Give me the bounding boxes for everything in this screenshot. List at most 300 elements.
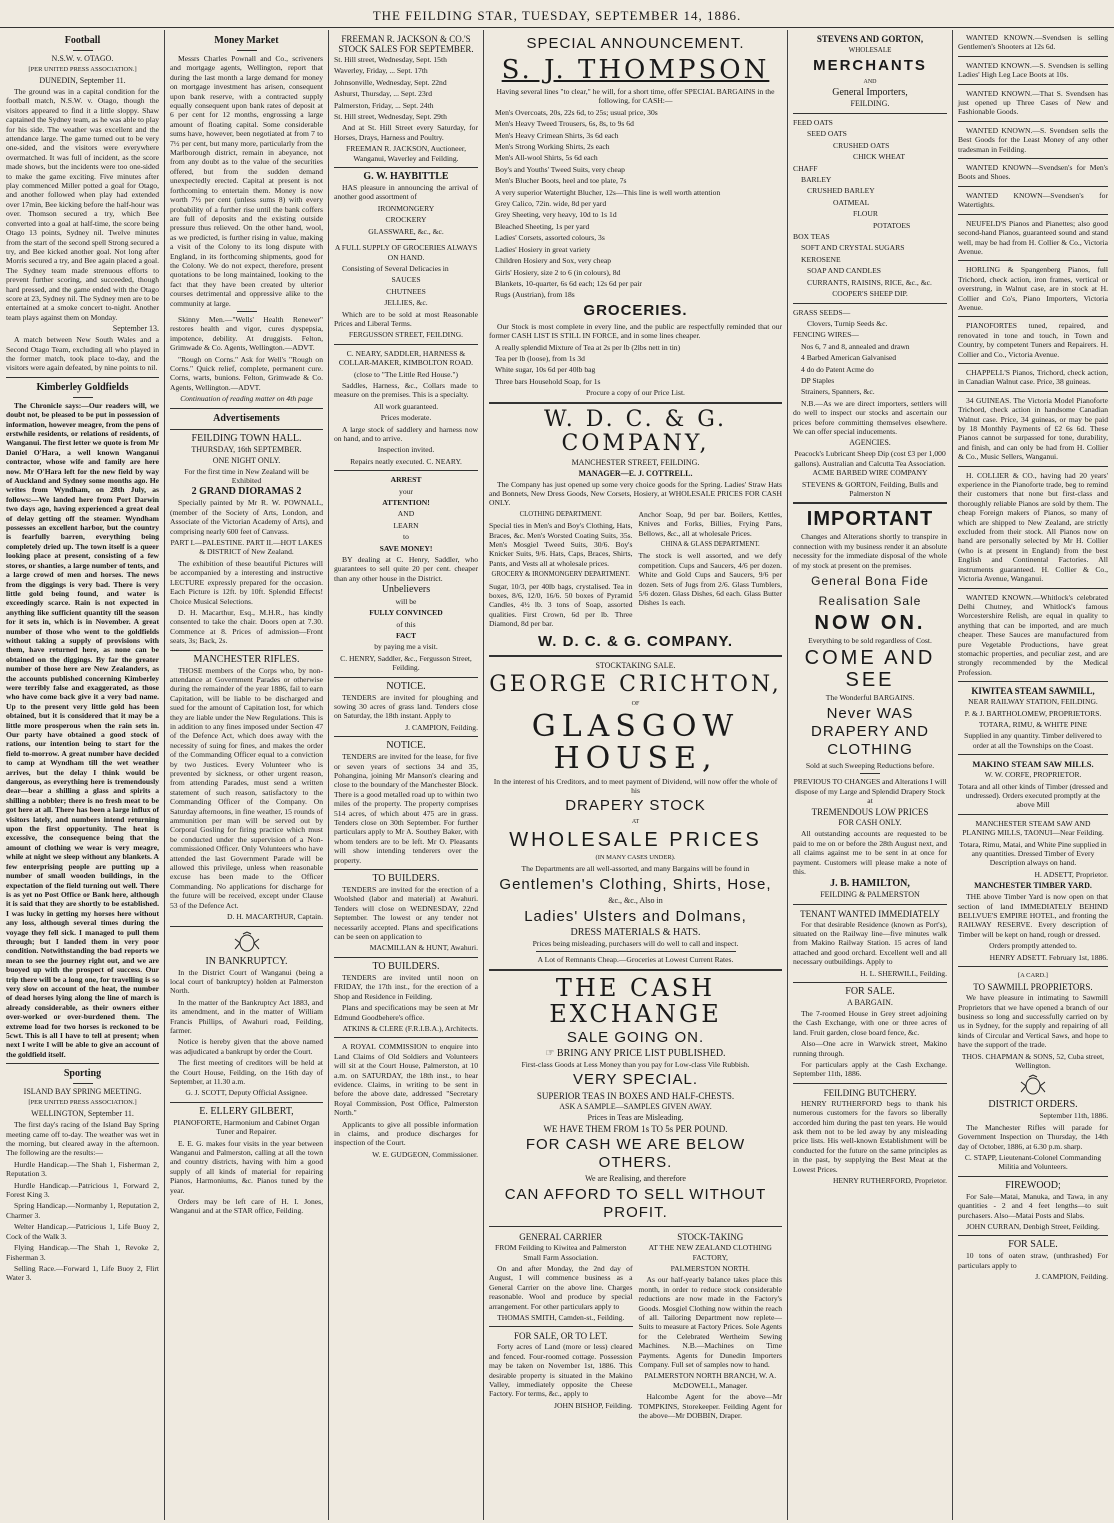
divider [958, 214, 1108, 215]
divider [334, 957, 478, 958]
notice-heading: NOTICE. [386, 740, 426, 752]
bottom-right [639, 1231, 783, 1422]
race-result: Spring Handicap.—Normanby 1, Reputation 2, Charmer 3. [6, 1201, 159, 1220]
department-heading: CHINA & GLASS DEPARTMENT. [660, 541, 760, 548]
divider [73, 1083, 93, 1084]
stocktaking-agents: Halcombe Agent for the above—Mr TOMPKINS, Storekeeper. Feilding Agent for the above—Mr DOBBIN, Draper. [638, 1392, 782, 1420]
timber-body: THE above Timber Yard is now open on that section of land IMMEDIATELY BEHIND BELLVUE'S EMPIRE HOTEL, and fronting the RAILWAY RESERVE. Every description of Timber will be kept on hand, rough or dressed. [958, 892, 1108, 939]
stocktaking-sub: AT THE NEW ZEALAND CLOTHING FACTORY, [648, 1243, 772, 1262]
ladies-sub: DRESS MATERIALS & HATS. [570, 926, 701, 938]
royal-crest-icon [232, 931, 262, 953]
notice-body: TENDERS are invited for ploughing and sowing 30 acres of grass land. Tenders close on Saturday, the 18th instant. Apply to [334, 692, 478, 721]
goods-item: FEED OATS [793, 118, 833, 127]
divider [73, 397, 93, 398]
divider [334, 470, 478, 471]
bankruptcy-signature: G. J. SCOTT, Deputy Official Assignee. [185, 1088, 308, 1098]
goods-item: CHAFF [793, 163, 818, 173]
neary-line: All work guaranteed. [373, 401, 439, 411]
divider [489, 1226, 782, 1227]
wdc-left [489, 510, 633, 631]
fencing-item: 4 do do Patent Acme do [801, 364, 874, 374]
arrest-line: your [399, 486, 413, 496]
wanted-known-ad: WANTED KNOWN—Svendsen's for Men's Boots and Shoes. [958, 163, 1108, 182]
for-sale-body: For particulars apply at the Cash Exchange. September 11th, 1886. [793, 1059, 947, 1079]
list-item: Men's Blucher Boots, heel and toe plate, 7s [495, 176, 627, 186]
divider [237, 50, 257, 51]
unbelievers-line: Unbelievers [381, 584, 431, 596]
divider [6, 1063, 159, 1064]
kiwitea-sub: NEAR RAILWAY STATION, FEILDING. [968, 697, 1098, 707]
divider [334, 344, 478, 345]
divider [170, 408, 323, 409]
ad-skinny-men: Skinny Men.—"Wells' Health Renewer" restores health and vigor, cures dyspepsia, impotence, debility. At druggists. Felton, Grimwade & Co. Agents, Wellington.—ADVT. [170, 314, 323, 353]
sale-date: Ashurst, Thursday, ... Sept. 23rd [334, 89, 433, 99]
list-item: Tea per lb (loose), from 1s 3d [495, 353, 585, 363]
bottom-left [489, 1231, 633, 1422]
column-6 [954, 30, 1112, 1520]
masthead: THE FEILDING STAR, TUESDAY, SEPTEMBER 14, 1886. [0, 0, 1114, 28]
notice-signature: J. CAMPION, Feilding. [405, 722, 478, 732]
card-line: [A CARD.] [1018, 972, 1048, 980]
kiwitea-proprietors: P. & J. BARTHOLOMEW, PROPRIETORS. [964, 708, 1102, 718]
divider [170, 429, 323, 430]
for-sale-signature: J. CAMPION, Feilding. [1035, 1272, 1108, 1282]
groceries-list [489, 343, 782, 387]
pianofortes-ad: PIANOFORTES tuned, repaired, and renovated in tone and touch, in Town and Country, by competent Tuners and Repairers. H. Collier and Co., Victoria Avenue. [958, 321, 1108, 359]
divider [793, 303, 947, 304]
district-orders-heading: DISTRICT ORDERS. [988, 1099, 1078, 1111]
divider [958, 1235, 1108, 1236]
for-sale-body: Forty acres of Land (more or less) cleared and fenced. Four-roomed cottage. Possession may be taken on November 1st, 1886. This desirable property is situated in the Makino Valley, immediately opposite the Cheese Factory. For terms, &c., apply to [489, 1342, 633, 1399]
freeman-heading: FREEMAN R. JACKSON & CO.'S STOCK SALES FOR SEPTEMBER. [338, 34, 474, 54]
department-body: Anchor Soap, 9d per bar. Boilers, Kettles, Knives and Forks, Billies, Frying Pans, Bellows, &c., all at wholesale Prices. [638, 509, 782, 538]
tenant-signature: H. L. SHERWILL, Feilding. [860, 968, 947, 978]
wanted-known-ad: WANTED KNOWN.—That S. Svendsen has just opened up Three Cases of New and Fashionable Goods. [958, 88, 1108, 117]
realising: We are Realising, and therefore [585, 1174, 686, 1184]
carrier-signature: THOMAS SMITH, Camden-st., Feilding. [497, 1312, 625, 1322]
kimberley-body: The Chronicle says:—Our readers will, we doubt not, be pleased to be put in possession of information, however meagre, from the pens of erstwhile residents, or relations of residents, of Wanganui. The first letter we quote is from Mr Daniel O'Hara, a well known Wanganui contractor, whose wife and family are here now. Mr O'Hara left for the new field by way of Auckland and Sydney some months ago. He writes from Wyndham, on 28th July, as follows:—We landed here from Port Darwin two days ago, having experienced a great deal of delay getting off the steamer. Wyndham possesses an excellent harbor, but the country is fearfully barren, everything being completely dried up. The town itself is a queer looking place at present, consisting of a few stores, or shanties, a large number of tents, and a large crowd of men and horses. The news from the diggings is very bad. There is very little gold being found, and water is exceedingly scarce. Rain is not expected in anything like sufficient quantity till the season for it sets in, which is in November. A great number of those who went to the goldfields without taking a supply of provisions with them, have returned here, as none can be obtained on the diggings. By far the greater number of those here are New Zealanders, as the accounts published concerning Kimberley were terribly false and exaggerated, as those who have come back give it a very bad name. Up to the present very little gold has been obtained, but it is considered that it may be a little more prosperous when the rain sets in. Our party have obtained a good stock of rations, our intention being to start for the field to-morrow. A great number have decided to camp at Wyndham till the wet weather arrives, but the delay I think would be dangerous, as everything here is tremendously dear—bear a shilling a glass and spirits a shilling a nobbler; there is no fresh meat to be got here at all. There has been a large influx of visitors lately, and numbers intend returning upon the first opportunity. The heat is excessive, the consequence being that the amount of clothing we wear is very meagre, while at night we sleep without any blankets. A few enterprising people are putting up a number of small wooden buildings, in the expectation of the field turning out well. There is as yet no Post Office or Bank here, although it is said that they are shortly to be established. I was lucky in getting my horses here without any loss, although several times during the voyage they fell sick. I managed to pull them through; but I landed them in very poor condition. Notwithstanding the bad reports we mean to see the journey right out, and we are buoyed up with the prospect of success. Our trip there will be a long one, for travelling is so very slow on account of the heat, the number of dead horses lying along the line of march is already considerable, as their owners either over-worked or over-burdened them. The extreme load for two horses is reckoned to be 5cwt. This is all I have to tell at present; when next I write I will be able to give an account of the goldfield itself. [6, 400, 159, 1059]
fencing-item: 4 Barbed American Galvanised [801, 353, 897, 363]
goods-item: CRUSHED BARLEY [807, 186, 875, 196]
goods-item: SOAP AND CANDLES [807, 266, 881, 276]
first-class-line: First-class Goods at Less Money than you pay for Low-class Vile Rubbish. [521, 1059, 750, 1069]
list-item: Men's Strong Working Shirts, 2s each [495, 142, 610, 152]
divider [958, 681, 1108, 682]
divider [793, 1083, 947, 1084]
column-rule [164, 30, 165, 1520]
gilbert-body: Orders may be left care of H. I. Jones, Wanganui and at the STAR office, Feilding. [170, 1197, 323, 1216]
divider [793, 502, 947, 504]
glasgow-body: The Departments are all well-assorted, and many Bargains will be found in [521, 864, 750, 874]
divider [958, 966, 1108, 967]
builders-signature: ATKINS & CLERE (F.R.I.B.A.), Architects. [342, 1023, 478, 1033]
neary-heading: C. NEARY, SADDLER, HARNESS & COLLAR-MAKER, KIMBOLTON ROAD. [338, 348, 474, 368]
fencing-item: DP Staples [801, 375, 835, 385]
list-item: Men's Heavy Tweed Trousers, 6s, 8s, to 9s 6d [495, 119, 634, 129]
list-item: Girls' Hosiery, size 2 to 6 (in colours), 8d [495, 267, 621, 277]
very-special-heading: VERY SPECIAL. [572, 1071, 698, 1089]
carrier-body: On and after Monday, the 2nd day of August, I will commence business as a General Carrier on the above line. Charges reasonable. Wool and produce by special arrangement. For other particulars apply to [489, 1263, 633, 1311]
bankruptcy-body: Notice is hereby given that the above named was adjudicated a bankrupt by order the Court. [170, 1037, 323, 1056]
arrest-line: LEARN [393, 520, 419, 530]
sporting-subheading: ISLAND BAY SPRING MEETING. [23, 1087, 142, 1097]
arrest-body: BY dealing at C. Henry, Saddler, who guarantees to sell quite 20 per cent. cheaper than any other house in the District. [334, 555, 478, 583]
divider [958, 814, 1108, 815]
neary-line: Repairs neatly executed. C. NEARY. [350, 456, 462, 466]
sale-date: Palmerston, Friday, ... Sept. 24th [334, 100, 434, 110]
department-body: Sugar, 10/3, per 40lb bags, crystalised. Tea in boxes, 8/6, 12/0, 16/6. 50 boxes of Pyramid Candles, 4½ lb. 3 tons of Soap, assorted qualities. First Crown, 6d per lb. Three Diamond, 8d per bar. [489, 581, 633, 629]
freeman-signature: FREEMAN R. JACKSON, Auctioneer, Wanganui, Waverley and Feilding. [346, 144, 466, 163]
carrier-heading: GENERAL CARRIER [519, 1232, 603, 1243]
groceries-body: Which are to be sold at most Reasonable Prices and Liberal Terms. [334, 309, 478, 328]
for-sale-heading: FOR SALE. [1008, 1239, 1058, 1251]
hall-heading: FEILDING TOWN HALL. [191, 432, 302, 444]
stevens-signature: STEVENS & GORTON, Feilding, Bulls and Palmerston N [802, 479, 938, 498]
divider [958, 588, 1108, 589]
goods-item: FLOUR [853, 209, 878, 219]
important-body: Changes and Alterations shortly to transpire in connection with my business render it an absolute necessity for the immediate disposal of the whole of my stock at present on the premises. [793, 532, 947, 570]
list-item: Men's Heavy Crimean Shirts, 3s 6d each [495, 130, 619, 140]
department-heading: GROCERY & IRONMONGERY DEPARTMENT. [491, 571, 630, 579]
wdc-right [639, 510, 783, 631]
adsett-proprietor: H. ADSETT, Proprietor. [1034, 869, 1108, 879]
hamilton-heading: J. B. HAMILTON, [830, 877, 910, 889]
column-3 [330, 30, 482, 1520]
butchery-heading: FEILDING BUTCHERY. [823, 1087, 917, 1098]
neary-line: Prices moderate. [380, 413, 432, 423]
column-rule [328, 30, 329, 1520]
guineas-ad: 34 GUINEAS. The Victoria Model Pianoforte Trichord, check action in handsome Canadian Walnut case. Price, 34 guineas, or may be paid by 18 Monthly Payments of £2 6s 6d. These Pianos cannot be surpassed for tone, durability, and finish, and can only be had from H. Collier & Co., Music Sellers, Wanganui. [958, 395, 1108, 462]
divider [334, 167, 478, 168]
column-5 [789, 30, 951, 1520]
groceries-item: CHUTNEES [386, 286, 426, 296]
money-body: Messrs Charles Pownall and Co., scriveners and mortgage agents, Wellington, report that during the last month a large demand for money on mortgage investment has arisen, consequent upon bank reserve, with a contracted supply equally consequent upon bank rates of deposit at 6 per cent for 12 months, engrossing a large amount of floating capital. Some considerable sums have, however, been negotiated at from 7 to 7½ per cent, but many more, particularly from the Marlborough district, remain in abeyance, not from any doubt as to the value of the securities offered, but from the sudden demand unexpectedly erected. Capital at present is not forthcoming to entertain them. Money is now worth 7½ per cent (unless sums 8) with every probability of a further rise until the bank coffers are full of deposits and the existing outside pressure thus relieved. On the other hand, wool, as we predicted, is further rising in value, making a visit of the Colony to its long dispute with England, in its forthcoming shipments, good for the Colony. We do not expect, therefore, present quotations to be long maintained, looking to the fact that they have been created by ulterior courses detrimental and oppressive alike to the community at large. [170, 54, 323, 308]
divider [489, 655, 782, 657]
neary-body: Saddles, Harness, &c., Collars made to measure on the premises. This is a specialty. [334, 380, 478, 400]
bankruptcy-heading: IN BANKRUPTCY. [205, 955, 288, 967]
bankruptcy-body: In the District Court of Wanganui (being a local court of bankruptcy) holden at Palmerston North. [170, 967, 323, 996]
wdc-subheading: MANCHESTER STREET, FEILDING. [571, 457, 700, 467]
neary-line: Inspection invited. [377, 445, 435, 455]
list-item: A really splendid Mixture of Tea at 2s per lb (2lbs nett in tin) [495, 342, 681, 352]
divider [237, 311, 257, 312]
grass-heading: GRASS SEEDS— [793, 307, 851, 317]
hall-date: THURSDAY, 16th SEPTEMBER. [191, 444, 302, 454]
sale-going-on: SALE GOING ON. [566, 1028, 705, 1046]
for-sale-heading: FOR SALE, OR TO LET. [513, 1331, 608, 1342]
district-date: September 11th, 1886. [1039, 1111, 1108, 1121]
freeman-body: And at St. Hill Street every Saturday, for Horses, Drays, Harness and Poultry. [334, 123, 478, 142]
divider [334, 677, 478, 678]
tremendous-line: TREMENDOUS LOW PRICES [811, 807, 929, 818]
divider [489, 1326, 633, 1327]
goods-item: BOX TEAS [793, 232, 830, 242]
wholesale-sub: (IN MANY CASES UNDER). [595, 854, 676, 862]
list-item: Grey Sheeting, very heavy, 10d to 1s 1d [495, 210, 617, 220]
divider [958, 186, 1108, 187]
sale-date: St. Hill street, Wednesday, Sept. 29th [334, 112, 447, 122]
stevens-sub: WHOLESALE [848, 46, 892, 54]
sawmill-heading: TO SAWMILL PROPRIETORS. [973, 982, 1093, 993]
for-sale-body: Also—One acre in Warwick street, Makino running through. [793, 1039, 947, 1058]
and-line: AND [863, 79, 877, 85]
wdc-manager: MANAGER—E. J. COTTRELL. [578, 468, 693, 478]
press-line: [PER UNITED PRESS ASSOCIATION.] [28, 1099, 137, 1107]
advertisements-heading: Advertisements [213, 412, 280, 424]
makino-body: Totara and all other kinds of Timber (dressed and undressed). Orders executed promptly at the above Mill [958, 781, 1108, 810]
tenant-body: For that desirable Residence (known as Port's), situated on the Railway line—five minutes walk from Makino Railway Station. 15 acres of land attached and good orchard. Excellent well and all necessary outbuildings. Apply to [793, 919, 947, 967]
sheep-dip: COOPER'S SHEEP DIP. [832, 289, 908, 299]
rutherford-body: HENRY RUTHERFORD begs to thank his numerous customers for the favors so liberally accorded him during the past ten years. He would ask them not to be led away by any misleading price lists. His well-known Establishment will be conducted for the future on the same principles as in the past, by supplying the Best Meat at the Lowest Prices. [793, 1098, 947, 1174]
glasgow-body: Prices being misleading, purchasers will do well to call and inspect. [532, 938, 739, 948]
divider [958, 56, 1108, 57]
haybittle-body: HAS pleasure in announcing the arrival of another good assortment of [334, 183, 478, 202]
unbelievers-line: FACT [395, 630, 417, 640]
superior-teas: SUPERIOR TEAS IN BOXES AND HALF-CHESTS. [536, 1091, 735, 1102]
groceries-heading: GROCERIES. [583, 301, 688, 319]
timber-yard-heading: MANCHESTER TIMBER YARD. [974, 881, 1092, 891]
divider [958, 260, 1108, 261]
kimberley-heading: Kimberley Goldfields [36, 381, 129, 393]
sale-date: Johnsonville, Wednesday, Sept. 22nd [334, 77, 447, 87]
divider [334, 1037, 478, 1038]
builders-body: TENDERS are invited for the erection of a Woolshed (labor and material) at Awahuri. Tenders will close on WEDNESDAY, 22nd September. The lowest or any tender not necessarily accepted. Plans and specifications can be seen on application to [334, 885, 478, 942]
goods-item: POTATOES [873, 220, 911, 230]
everything-line: Everything to be sold regardless of Cost. [808, 636, 932, 646]
list-item: Blankets, 10-quarter, 6s 6d each; 12s 6d per pair [495, 278, 642, 288]
makino-heading: MAKINO STEAM SAW MILLS. [972, 759, 1094, 770]
divider [170, 650, 323, 651]
realisation-heading: Realisation Sale [818, 594, 922, 609]
groceries-item: SAUCES [391, 275, 421, 285]
glasgow-body: In the interest of his Creditors, and to meet payment of Dividend, will now offer the whole of his [493, 776, 778, 796]
list-item: Children Hosiery and Sox, very cheap [495, 256, 611, 266]
special-announcement-heading: SPECIAL ANNOUNCEMENT. [526, 35, 745, 52]
tenant-heading: TENANT WANTED IMMEDIATELY [800, 908, 940, 919]
for-sale-signature: JOHN BISHOP, Feilding. [554, 1400, 633, 1410]
hall-body: For the first time in New Zealand will be Exhibited [184, 466, 309, 486]
henry-signature: C. HENRY, Saddler, &c., Fergusson Street, Feilding. [340, 653, 472, 673]
for-sale-body: 10 tons of oaten straw, (unthrashed) For particulars apply to [958, 1251, 1108, 1270]
goods-item: SEED OATS [807, 129, 847, 139]
groceries-body: Consisting of Several Delicacies in [342, 263, 449, 273]
builders-body: TENDERS are invited until noon on FRIDAY, the 17th inst., for the erection of a Shop and Residence in Feilding. [334, 972, 478, 1001]
football-body: The ground was in a capital condition for the football match, N.S.W. v. Otago, though the visitors appeared to find it a little sloppy. Shaw captained the Sydney team, as he was able to play for his side. The weather was excellent and the attendance large. The game turned out to be very one-sided, and the visitors were everywhere overmatched. It was full of incident, as the score made shows, but the incidents were too one-sided to make the game exciting. Five minutes after play commenced Miller potted a goal for Otago, and another followed when play had extended over 17min, Bee kicking before the half-hour was over. Thomson secured a try, which Bee converted into a goal at half-time, the score being Otago 13 points, Sydney nil. Twelve minutes from the start of the second spell Strong secured a try, and Bee kicked another goal. Not long after Morris secured a try, and Bee again placed a goal. The Sydney team made strenuous efforts to prevent further scoring, and succeeded, though hard pressed, and the game ended with the Otago score at 23, Sydney nil. The Sydney men are to be entertained at a smoke concert to-night. Another team plays against them on Monday. [6, 87, 159, 322]
sold-at-line: Sold at such Sweeping Reductions before. [805, 760, 935, 770]
department-heading: CLOTHING DEPARTMENT. [519, 510, 602, 518]
stevens-heading: STEVENS AND GORTON, [816, 34, 924, 44]
feilding-line: FEILDING. [850, 99, 890, 108]
now-on-heading: NOW ON. [814, 612, 926, 635]
goods-item: SOFT AND CRYSTAL SUGARS [801, 243, 905, 253]
neary-body: A large stock of saddlery and harness now on hand, and to arrive. [334, 424, 478, 443]
column-2 [166, 30, 327, 1520]
column-1 [2, 30, 163, 1520]
groceries-line: A FULL SUPPLY OF GROCERIES ALWAYS ON HAND. [334, 243, 478, 262]
divider [958, 1176, 1108, 1177]
arrest-line: ATTENTION! [382, 498, 430, 508]
glasgow-heading: GLASGOW HOUSE, [531, 708, 740, 776]
ad-rough-on-corns: "Rough on Corns." Ask for Well's "Rough on Corns." Quick relief, complete, permanent cure. Corns, warts, bunions. Felton, Grimwade & Co. Agents, Wellington.—ADVT. [170, 354, 323, 392]
list-item: Grey Calico, 72in. wide, 8d per yard [495, 199, 607, 209]
divider [958, 466, 1108, 467]
notice-body: TENDERS are invited for the lease, for five or seven years of sections 34 and 35, Pohangina, joining Mr Manson's clearing and close to the boundary of the Manchester Block. There is a good metalled road up to within two miles of the property. The property comprises 514 acres, of which about 475 are in grass. Tenders close on 30th September. For further particulars apply to Mr A. Southey Baker, with whom tenders are to be left. Mr O. Pleasants will show intending tenderers over the property. [334, 752, 478, 865]
sporting-body: The first day's racing of the Island Bay Spring meeting came off to-day. The weather was wet in the morning, but cleared away in the afternoon. The following are the results:— [6, 1120, 159, 1158]
unbelievers-line: FULLY CONVINCED [369, 608, 443, 618]
collier-ad: H. COLLIER & CO., having had 20 years' experience in the Pianoforte trade, beg to remind their customers that none but first-class and thoroughly reliable Pianos are sold by them. The cheap Foreign makers of Pianos, so many of which are shipped to New Zealand, are strictly excluded from their stock. All Pianos now on hand are personally selected by Mr H. Collier (who is at present in England) from the best English and Continental Factories. All instruments guaranteed. H. Collier & Co., Victoria Avenue, Wanganui. [958, 470, 1108, 584]
department-body: The stock is well assorted, and we defy competition. Cups and Saucers, 4/6 per dozen. White and Gold Cups and Saucers, 9/6 per dozen. Sets of Jugs from 2/6. Glass Tumblers, 5/6 dozen. Glass Dishes, 6d each. Glass Butter Dishes 1s each. [638, 551, 782, 608]
haybittle-heading: G. W. HAYBITTLE [363, 171, 449, 183]
list-item: Rugs (Austrian), from 18s [495, 290, 575, 300]
hall-body: Specially painted by Mr R. W. POWNALL, (member of the Society of Arts, London, and Associate of the Victorian Academy of Arts), and comprising nearly 600 feet of Canvass. [170, 498, 323, 536]
stocktaking-heading: STOCK-TAKING [677, 1232, 744, 1243]
groceries-item: JELLIES, &c. [384, 298, 428, 308]
hall-night: ONE NIGHT ONLY. [212, 455, 281, 465]
divider [958, 158, 1108, 159]
manchester-heading: MANCHESTER STEAM SAW AND PLANING MILLS, TAONUI—Near Feilding. [962, 818, 1104, 838]
bottom-ads [489, 1231, 782, 1422]
gilbert-heading: E. ELLERY GILBERT, [199, 1105, 294, 1117]
kiwitea-heading: KIWITEA STEAM SAWMILL, [971, 686, 1095, 697]
wonderful-line: The Wonderful BARGAINS. [825, 693, 915, 703]
divider [958, 754, 1108, 755]
divider [334, 869, 478, 870]
wdc-heading: W. D. C. & G. COMPANY, [544, 406, 727, 456]
goods-item: KEROSENE [801, 254, 841, 264]
divider [170, 1102, 323, 1103]
district-body: The Manchester Rifles will parade for Government Inspection on Thursday, the 14th day of October, 1886, at 6.30 p.m. sharp. [958, 1122, 1108, 1151]
we-have: WE HAVE THEM FROM 1s TO 5s PER POUND. [543, 1124, 728, 1135]
bring-list [489, 1049, 782, 1059]
horling-ad: HORLING & Spangenberg Pianos, full Trichord, check action, iron frames, vertical or overstrung, in Walnut case, are in stock at H. Collier and Co's, Piano Importers, Victoria Avenue. [958, 265, 1108, 312]
for-sale-body: The 7-roomed House in Grey street adjoining the Cash Exchange, with one or three acres of land. Fruit garden, close board fence, &c. [793, 1008, 947, 1037]
cash-exchange-heading: THE CASH EXCHANGE [549, 973, 722, 1028]
wdc-departments [489, 510, 782, 631]
merchants-heading: MERCHANTS [813, 57, 927, 74]
wanted-known-ad: WANTED KNOWN—Svendsen's for Watertights. [958, 190, 1108, 210]
thompson-list [489, 108, 782, 300]
arrest-line: to [403, 532, 409, 542]
kiwitea-body: Supplied in any quantity. Timber delivered to order at all the Townships on the Coast. [964, 731, 1102, 750]
never-was-heading: Never WAS DRAPERY AND CLOTHING [811, 704, 929, 758]
football-heading: Football [64, 35, 101, 46]
divider [73, 50, 93, 51]
unbelievers-line: will be [395, 596, 417, 606]
wdc-footer: W. D. C. & G. COMPANY. [537, 632, 734, 650]
hall-body: The exhibition of these beautiful Pictures will be accompanied by a interesting and instructive LECTURE expressly prepared for the occasion. Each Picture is 12ft. by 10ft. Splendid Effects! Choice Musical Selections. [170, 558, 323, 606]
wanted-known-ad: WANTED KNOWN.—S. Svendsen sells the Best Goods for the Least Money of any other tradesman in Feilding. [958, 125, 1108, 154]
dateline: WELLINGTON, September 11. [31, 1109, 134, 1119]
divider [793, 113, 947, 114]
neufeld-ad: NEUFELD'S Pianos and Pianettes; also good second-hand Pianos, guaranteed sound and stand well, may be had from H. Collier & Co., Victoria Avenue. [958, 218, 1108, 256]
makino-proprietor: W. W. CORFE, PROPRIETOR. [984, 770, 1082, 780]
pointing-hand-icon: ☞ [545, 1047, 557, 1059]
ask-sample: ASK A SAMPLE—SAMPLES GIVEN AWAY. [559, 1102, 712, 1112]
builders-signature: MACMILLAN & HUNT, Awahuri. [369, 943, 478, 953]
column-rule [952, 30, 953, 1520]
goods-item: BARLEY [801, 175, 832, 185]
agencies-body: Peacock's Lubricant Sheep Dip (cost £3 per 1,000 gallons). Australian and Calcutta Tea Association. ACME BARBED WIRE COMPANY [794, 449, 946, 478]
hall-parts: PART I.—PALESTINE. PART II.—HOT LAKES & DISTRICT of New Zealand. [170, 538, 323, 557]
hall-body: D. H. Macarthur, Esq., M.H.R., has kindly consented to take the chair. Doors open at 7.30. Commence at 8. Prices of admission—Front seats, 3s; Back, 2s. [170, 607, 323, 646]
notice-heading: NOTICE. [386, 680, 426, 692]
race-result: Hurdle Handicap.—The Shah 1, Fisherman 2, Reputation 3. [6, 1159, 159, 1179]
sale-date: St. Hill street, Wednesday, Sept. 15th [334, 55, 447, 64]
fencing-heading: FENCING WIRES— [793, 330, 859, 340]
divider [793, 982, 947, 983]
list-item: Ladies' Corsets, assorted colours, 3s [495, 233, 605, 243]
afford-heading: CAN AFFORD TO SELL WITHOUT PROFIT. [504, 1186, 767, 1222]
divider [958, 363, 1108, 364]
goods-item: CRUSHED OATS [833, 140, 890, 150]
crichton-heading: GEORGE CRICHTON, [489, 671, 782, 697]
wanted-known-ad: WANTED KNOWN.—S. Svendsen is selling Ladies' High Leg Lace Boots at 10s. [958, 60, 1108, 80]
outstanding-body: All outstanding accounts are requested to be paid to me on or before the 28th August next, and all claims against me to be sent in at once for payment. Customers will please make a note of this. [793, 829, 947, 877]
firewood-signature: JOHN CURRAN, Denbigh Street, Feilding. [966, 1222, 1100, 1231]
haybittle-item: GLASSWARE, &c., &c. [368, 226, 444, 236]
race-result: Hurdle Handicap.—Patricious 1, Forward 2, Forest King 3. [6, 1180, 159, 1200]
rifles-body: THOSE members of the Corps who, by non-attendance at Government Parades or otherwise during the remainder of the year 1886, fail to earn Capitation, will be liable to be discharged and sued for the amount of Capitation lost, for which they are liable under the New Regulations. This is in addition to any fines imposed under Section 47 of the Defence Act, which does away with the necessity of suing for fines, and makes the order of the Commanding Officer equal to a conviction by two Justices. Every Volunteer who is prevented by sickness, or other urgent reason, from attending Parades, must send a written statement of such reason, satisfactory to the Commanding Officer of the Company. On Saturday afternoons, in fine weather, 15 rounds of ammunition per man will be served out by Corporal Gosling for firing practice which must be conducted under the supervision of a Non-commissioned Officer. Only Volunteers who have attended the last Government Parade will be allowed this privilege, unless when reasonable excuse has been made to the Officer Commanding. No applications for discharge for the future will be received, except under Clause 53 of the Defence Act. [170, 665, 323, 910]
divider [396, 239, 416, 240]
carrier-sub: FROM Feilding to Kiwitea and Palmerston Small Farm Association. [495, 1243, 627, 1262]
column-4 [485, 30, 786, 1520]
groceries-body: Our Stock is most complete in every line, and the public are respectfully reminded that our former CASH LIST IS STILL IN FORCE, and in some lines cheaper. [489, 321, 782, 341]
football-subheading: N.S.W. v. OTAGO. [51, 54, 114, 63]
district-signature: C. STAPP, Lieutenant-Colonel Commanding Militia and Volunteers. [964, 1152, 1102, 1172]
race-result: Welter Handicap.—Patricious 1, Life Buoy 2, Cock of the Walk 3. [6, 1222, 159, 1241]
stocktaking-branch: PALMERSTON NORTH BRANCH, W. A. McDOWELL, Manager. [644, 1371, 777, 1390]
divider [6, 377, 159, 378]
for-sale-heading: FOR SALE. [845, 985, 895, 997]
builders-body: Plans and specifications may be seen at Mr Edmund Goodbehere's office. [334, 1003, 478, 1022]
ladies-heading: Ladies' Ulsters and Dolmans, [524, 907, 747, 925]
stocktaking-body: As our half-yearly balance takes place this month, in order to reduce stock considerable reductions are now made in the Factory's Goods. Mosgiel Clothing now within the reach of all. Tailoring Department now replete—Suits to measure at Factory Prices. Sole Agents for the Celebrated Wertheim Sewing Machines. N.B.—Machines on Time Payments. Agents for Dunedin Importers Company. Full set of samples now to hand. [638, 1275, 782, 1369]
fencing-item: Strainers, Spanners, &c. [801, 387, 875, 397]
fencing-item: Nos 6, 7 and 8, annealed and drawn [801, 341, 910, 351]
agencies-heading: AGENCIES. [849, 438, 891, 448]
haybittle-item: CROCKERY [385, 215, 427, 225]
list-item: Bleached Sheeting, 1s per yard [495, 221, 590, 231]
whitlock-ad: WANTED KNOWN.—Whitlock's celebrated Delhi Chutney, and Whitlock's famous Worcestershire Relish, are equal in quality to anything that can be imported, and are much cheaper. These Sauces are manufactured from pure Vegetable Productions, have great stomachic properties, and peculiar zest, and are strongly recommended by the Medical Profession. [958, 592, 1108, 677]
crichton-of: OF [631, 700, 640, 707]
dateline: September 13. [112, 324, 159, 334]
royal-commission-signature: W. E. GUDGEON, Commissioner. [372, 1149, 478, 1159]
goods-item: CURRANTS, RAISINS, RICE, &c., &c. [807, 277, 932, 287]
unbelievers-line: by paying me a visit. [374, 642, 438, 652]
timber-signature: HENRY ADSETT. February 1st, 1886. [989, 952, 1108, 962]
for-cash-heading: FOR CASH WE ARE BELOW OTHERS. [525, 1136, 746, 1172]
list-item: Three bars Household Soap, for 1s [495, 376, 601, 386]
list-item: Men's All-wool Shirts, 5s 6d each [495, 153, 598, 163]
gilbert-body: E. E. G. makes four visits in the year between Wanganui and Palmerston, calling at all the town and country districts, having with him a good supply of all kinds of material for repairing Pianos, Harmoniums, &c. Pianos tuned by the year. [170, 1138, 323, 1195]
divider [489, 402, 782, 404]
hamilton-sub: FEILDING & PALMERSTON [820, 889, 920, 899]
nb-body: N.B.—As we are direct importers, settlers will do well to inspect our stocks and ascertain our prices before committing themselves elsewhere. We can offer special inducements. [793, 398, 947, 436]
divider [958, 316, 1108, 317]
list-item: Men's Overcoats, 20s, 22s 6d, to 25s; usual price, 30s [495, 107, 658, 117]
rifles-signature: D. H. MACARTHUR, Captain. [227, 912, 323, 922]
wanted-known-ad: WANTED KNOWN.—Svendsen is selling Gentlemen's Shooters at 12s 6d. [958, 33, 1108, 52]
goods-item: OATMEAL [833, 197, 870, 207]
rutherford-signature: HENRY RUTHERFORD, Proprietor. [832, 1176, 947, 1186]
haybittle-item: IRONMONGERY [377, 203, 435, 213]
drapery-heading: DRAPERY STOCK [565, 797, 706, 815]
royal-commission-body: A ROYAL COMMISSION to enquire into Land Claims of Old Soldiers and Volunteers will sit at the Court House, Palmerston, at 10 a.m. on SATURDAY, the 18th inst., to hear evidence. Claims, in writing to be sent in before the above date, addressed "Secretary Royal Commission, Post Office, Palmerston North." [334, 1042, 478, 1118]
stocktaking-place: PALMERSTON NORTH. [670, 1263, 750, 1273]
arrest-line: ARREST [390, 475, 422, 485]
divider [958, 391, 1108, 392]
neary-sub: (close to "The Little Red House.") [353, 369, 459, 379]
